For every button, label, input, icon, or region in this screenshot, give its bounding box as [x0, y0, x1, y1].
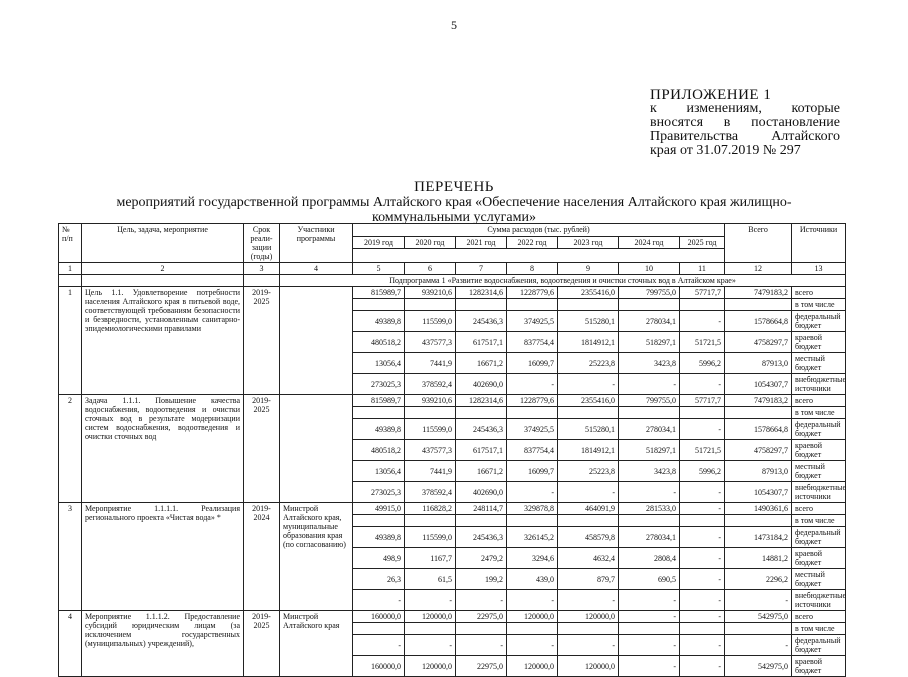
value-cell: -	[507, 635, 558, 656]
value-cell: -	[680, 656, 725, 677]
row-participants	[280, 395, 353, 503]
value-cell: -	[619, 635, 680, 656]
column-number: 4	[280, 263, 353, 275]
row-term: 2019-2024	[244, 503, 280, 611]
value-cell: -	[558, 374, 619, 395]
value-cell: 120000,0	[558, 656, 619, 677]
total-cell: 1490361,6	[725, 503, 792, 515]
value-cell: 116828,2	[405, 503, 456, 515]
row-number: 2	[59, 395, 82, 503]
total-cell: 1473184,2	[725, 527, 792, 548]
value-cell: 437577,3	[405, 440, 456, 461]
source-cell: в том числе	[792, 299, 846, 311]
value-cell: 16671,2	[456, 353, 507, 374]
row-number: 4	[59, 611, 82, 677]
value-cell	[353, 623, 405, 635]
value-cell: 61,5	[405, 569, 456, 590]
value-cell: 115599,0	[405, 527, 456, 548]
column-number: 3	[244, 263, 280, 275]
row-participants: Минстрой Алтайского края, муниципальные образования края (по согласованию)	[280, 503, 353, 611]
value-cell: -	[680, 635, 725, 656]
value-cell: 115599,0	[405, 311, 456, 332]
row-description: Мероприятие 1.1.1.2. Предоставление субсидий юридическим лицам (за исключением государственных (муниципальных) учреждений),	[82, 611, 244, 677]
column-number: 6	[405, 263, 456, 275]
value-cell: -	[680, 590, 725, 611]
value-cell: 498,9	[353, 548, 405, 569]
value-cell: -	[680, 482, 725, 503]
value-cell	[619, 623, 680, 635]
total-cell: 2296,2	[725, 569, 792, 590]
header-goal: Цель, задача, мероприятие	[82, 224, 244, 263]
value-cell	[353, 515, 405, 527]
header-year: 2022 год	[507, 236, 558, 249]
value-cell: 13056,4	[353, 461, 405, 482]
value-cell	[558, 515, 619, 527]
column-number: 8	[507, 263, 558, 275]
source-cell: внебюджетные источники	[792, 374, 846, 395]
value-cell: 515280,1	[558, 419, 619, 440]
source-cell: всего	[792, 395, 846, 407]
value-cell: 120000,0	[405, 611, 456, 623]
value-cell: 799755,0	[619, 287, 680, 299]
column-numbers-row	[59, 263, 846, 275]
total-cell: 1578664,8	[725, 419, 792, 440]
header-total: Всего	[725, 224, 792, 263]
value-cell: -	[619, 374, 680, 395]
value-cell: 120000,0	[405, 656, 456, 677]
value-cell: 273025,3	[353, 374, 405, 395]
value-cell: 480518,2	[353, 332, 405, 353]
value-cell: 374925,5	[507, 311, 558, 332]
value-cell: 437577,3	[405, 332, 456, 353]
table-row	[59, 287, 846, 299]
source-cell: краевой бюджет	[792, 440, 846, 461]
table-header	[59, 224, 846, 275]
annex-line: к изменениям, которые	[650, 101, 840, 116]
subprogram-spacer	[59, 275, 82, 287]
table-body	[59, 275, 846, 677]
value-cell: 16671,2	[456, 461, 507, 482]
value-cell: 245436,3	[456, 311, 507, 332]
value-cell	[405, 407, 456, 419]
value-cell: 281533,0	[619, 503, 680, 515]
header-year: 2024 год	[619, 236, 680, 249]
source-cell: внебюджетные источники	[792, 590, 846, 611]
value-cell: 2355416,0	[558, 287, 619, 299]
total-cell: 4758297,7	[725, 332, 792, 353]
source-cell: внебюджетные источники	[792, 482, 846, 503]
annex-line-last: края от 31.07.2019 № 297	[650, 143, 801, 158]
value-cell	[405, 623, 456, 635]
value-cell: -	[456, 635, 507, 656]
value-cell: 2808,4	[619, 548, 680, 569]
source-cell: местный бюджет	[792, 569, 846, 590]
source-cell: краевой бюджет	[792, 332, 846, 353]
subprogram-title: Подпрограмма 1 «Развитие водоснабжения, водоотведения и очистки сточных вод в Алтайском крае»	[280, 275, 846, 287]
column-number: 11	[680, 263, 725, 275]
value-cell: 617517,1	[456, 440, 507, 461]
value-cell: 374925,5	[507, 419, 558, 440]
value-cell: 120000,0	[558, 611, 619, 623]
value-cell	[456, 623, 507, 635]
value-cell: 402690,0	[456, 482, 507, 503]
value-cell: 1814912,1	[558, 332, 619, 353]
value-cell: -	[619, 482, 680, 503]
value-cell: -	[680, 611, 725, 623]
value-cell: 378592,4	[405, 482, 456, 503]
value-cell: 879,7	[558, 569, 619, 590]
value-cell	[507, 515, 558, 527]
value-cell	[619, 407, 680, 419]
value-cell	[353, 407, 405, 419]
value-cell: 515280,1	[558, 311, 619, 332]
value-cell: 1282314,6	[456, 395, 507, 407]
value-cell: -	[507, 374, 558, 395]
value-cell: 248114,7	[456, 503, 507, 515]
value-cell: 378592,4	[405, 374, 456, 395]
value-cell: -	[558, 482, 619, 503]
value-cell	[558, 623, 619, 635]
value-cell: -	[619, 656, 680, 677]
page-number: 5	[451, 18, 457, 32]
value-cell: 3423,8	[619, 461, 680, 482]
value-cell: 57717,7	[680, 287, 725, 299]
total-cell: 87913,0	[725, 461, 792, 482]
value-cell	[680, 515, 725, 527]
value-cell: -	[680, 311, 725, 332]
column-number: 9	[558, 263, 619, 275]
value-cell: -	[619, 590, 680, 611]
column-number: 10	[619, 263, 680, 275]
total-cell	[725, 515, 792, 527]
value-cell: 278034,1	[619, 311, 680, 332]
value-cell: -	[680, 419, 725, 440]
subprogram-spacer	[82, 275, 244, 287]
source-cell: в том числе	[792, 515, 846, 527]
value-cell: 278034,1	[619, 419, 680, 440]
value-cell: 799755,0	[619, 395, 680, 407]
value-cell: 402690,0	[456, 374, 507, 395]
header-year: 2021 год	[456, 236, 507, 249]
total-cell: 542975,0	[725, 656, 792, 677]
source-cell: местный бюджет	[792, 353, 846, 374]
value-cell: -	[680, 527, 725, 548]
value-cell: 3423,8	[619, 353, 680, 374]
value-cell	[405, 299, 456, 311]
header-year: 2023 год	[558, 236, 619, 249]
value-cell: -	[680, 548, 725, 569]
value-cell: 4632,4	[558, 548, 619, 569]
value-cell: 51721,5	[680, 332, 725, 353]
value-cell: -	[558, 635, 619, 656]
value-cell: 815989,7	[353, 395, 405, 407]
value-cell: 49915,0	[353, 503, 405, 515]
value-cell: -	[353, 635, 405, 656]
value-cell: 13056,4	[353, 353, 405, 374]
source-cell: федеральный бюджет	[792, 419, 846, 440]
value-cell: 329878,8	[507, 503, 558, 515]
value-cell: -	[558, 590, 619, 611]
value-cell: 1228779,6	[507, 287, 558, 299]
total-cell: 1054307,7	[725, 482, 792, 503]
value-cell: 120000,0	[507, 611, 558, 623]
total-cell: 14881,2	[725, 548, 792, 569]
source-cell: всего	[792, 503, 846, 515]
value-cell: -	[619, 611, 680, 623]
title-subtitle: мероприятий государственной программы Алтайского края «Обеспечение населения Алтайского края жилищно-	[116, 195, 792, 210]
value-cell	[456, 407, 507, 419]
annex-line: вносятся в постановление	[650, 115, 840, 130]
value-cell: 2479,2	[456, 548, 507, 569]
value-cell	[353, 299, 405, 311]
row-description: Цель 1.1. Удовлетворение потребности населения Алтайского края в питьевой воде, соответствующей требованиям безопасности и безвредности, установленным санитарно-эпидемиологическими правилами	[82, 287, 244, 395]
value-cell: 1282314,6	[456, 287, 507, 299]
value-cell	[680, 299, 725, 311]
value-cell: 199,2	[456, 569, 507, 590]
header-year: 2019 год	[353, 236, 405, 249]
row-participants	[280, 287, 353, 395]
value-cell	[619, 515, 680, 527]
value-cell	[405, 515, 456, 527]
value-cell: 518297,1	[619, 332, 680, 353]
value-cell: 480518,2	[353, 440, 405, 461]
value-cell: 160000,0	[353, 656, 405, 677]
value-cell: 617517,1	[456, 332, 507, 353]
header-term: Срок реали-зации (годы)	[244, 224, 280, 263]
value-cell: 1228779,6	[507, 395, 558, 407]
value-cell: 439,0	[507, 569, 558, 590]
total-cell: 542975,0	[725, 611, 792, 623]
header-year: 2020 год	[405, 236, 456, 249]
value-cell: 1167,7	[405, 548, 456, 569]
row-participants: Минстрой Алтайского края	[280, 611, 353, 677]
total-cell: 7479183,2	[725, 395, 792, 407]
value-cell: 5996,2	[680, 353, 725, 374]
header-year: 2025 год	[680, 236, 725, 249]
value-cell: 49389,8	[353, 419, 405, 440]
header-num: № п/п	[59, 224, 82, 263]
subprogram-spacer	[244, 275, 280, 287]
total-cell	[725, 299, 792, 311]
source-cell: всего	[792, 287, 846, 299]
total-cell: 87913,0	[725, 353, 792, 374]
annex-heading: ПРИЛОЖЕНИЕ 1	[650, 87, 772, 103]
value-cell: 26,3	[353, 569, 405, 590]
value-cell: 22975,0	[456, 656, 507, 677]
value-cell: 939210,6	[405, 395, 456, 407]
table-row	[59, 611, 846, 623]
row-number: 1	[59, 287, 82, 395]
source-cell: в том числе	[792, 623, 846, 635]
value-cell	[619, 299, 680, 311]
value-cell: -	[405, 590, 456, 611]
total-cell	[725, 623, 792, 635]
value-cell	[558, 407, 619, 419]
value-cell	[507, 407, 558, 419]
total-cell: 4758297,7	[725, 440, 792, 461]
value-cell: 245436,3	[456, 527, 507, 548]
value-cell: 115599,0	[405, 419, 456, 440]
value-cell: 5996,2	[680, 461, 725, 482]
value-cell: -	[353, 590, 405, 611]
value-cell: -	[507, 590, 558, 611]
value-cell: 16099,7	[507, 353, 558, 374]
source-cell: федеральный бюджет	[792, 527, 846, 548]
source-cell: федеральный бюджет	[792, 311, 846, 332]
value-cell: 273025,3	[353, 482, 405, 503]
column-number: 13	[792, 263, 846, 275]
row-number: 3	[59, 503, 82, 611]
value-cell: 278034,1	[619, 527, 680, 548]
column-number: 12	[725, 263, 792, 275]
value-cell: -	[680, 374, 725, 395]
value-cell: 7441,9	[405, 461, 456, 482]
source-cell: федеральный бюджет	[792, 635, 846, 656]
header-row	[59, 224, 846, 237]
measures-table	[58, 223, 846, 677]
value-cell: 518297,1	[619, 440, 680, 461]
value-cell: 25223,8	[558, 353, 619, 374]
source-cell: в том числе	[792, 407, 846, 419]
total-cell	[725, 407, 792, 419]
value-cell: 326145,2	[507, 527, 558, 548]
value-cell: 160000,0	[353, 611, 405, 623]
value-cell: 837754,4	[507, 440, 558, 461]
value-cell: 51721,5	[680, 440, 725, 461]
value-cell: 2355416,0	[558, 395, 619, 407]
source-cell: местный бюджет	[792, 461, 846, 482]
header-sum-title: Сумма расходов (тыс. рублей)	[353, 224, 725, 237]
value-cell: 1814912,1	[558, 440, 619, 461]
subprogram-row	[59, 275, 846, 287]
value-cell	[507, 623, 558, 635]
column-number: 5	[353, 263, 405, 275]
value-cell: 815989,7	[353, 287, 405, 299]
document-title	[0, 180, 908, 225]
value-cell: 3294,6	[507, 548, 558, 569]
row-term: 2019-2025	[244, 611, 280, 677]
value-cell	[680, 407, 725, 419]
value-cell	[680, 623, 725, 635]
value-cell: -	[680, 503, 725, 515]
value-cell: 837754,4	[507, 332, 558, 353]
row-term: 2019-2025	[244, 287, 280, 395]
value-cell	[558, 299, 619, 311]
title-subtitle-cont: коммунальными услугами»	[371, 210, 536, 225]
value-cell: 25223,8	[558, 461, 619, 482]
value-cell: 22975,0	[456, 611, 507, 623]
value-cell: 120000,0	[507, 656, 558, 677]
value-cell: 7441,9	[405, 353, 456, 374]
source-cell: краевой бюджет	[792, 548, 846, 569]
value-cell: 49389,8	[353, 311, 405, 332]
source-cell: всего	[792, 611, 846, 623]
column-number: 1	[59, 263, 82, 275]
value-cell: 939210,6	[405, 287, 456, 299]
value-cell: 16099,7	[507, 461, 558, 482]
total-cell: 1054307,7	[725, 374, 792, 395]
value-cell: 49389,8	[353, 527, 405, 548]
row-description: Мероприятие 1.1.1.1. Реализация регионального проекта «Чистая вода» *	[82, 503, 244, 611]
value-cell	[456, 299, 507, 311]
value-cell: -	[456, 590, 507, 611]
header-participants: Участники программы	[280, 224, 353, 263]
value-cell	[507, 299, 558, 311]
value-cell: -	[680, 569, 725, 590]
value-cell	[456, 515, 507, 527]
source-cell: краевой бюджет	[792, 656, 846, 677]
total-cell: -	[725, 590, 792, 611]
value-cell: -	[507, 482, 558, 503]
row-term: 2019-2025	[244, 395, 280, 503]
total-cell: 7479183,2	[725, 287, 792, 299]
row-description: Задача 1.1.1. Повышение качества водоснабжения, водоотведения и очистки сточных вод в результате модернизации систем водоснабжения, водоотведения и очистки сточных вод	[82, 395, 244, 503]
value-cell: -	[405, 635, 456, 656]
total-cell: -	[725, 635, 792, 656]
column-number: 7	[456, 263, 507, 275]
value-cell: 690,5	[619, 569, 680, 590]
value-cell: 458579,8	[558, 527, 619, 548]
value-cell: 464091,9	[558, 503, 619, 515]
header-sources: Источники	[792, 224, 846, 263]
column-number: 2	[82, 263, 244, 275]
value-cell: 57717,7	[680, 395, 725, 407]
total-cell: 1578664,8	[725, 311, 792, 332]
title-heading: ПЕРЕЧЕНЬ	[414, 179, 494, 195]
annex-block	[650, 88, 840, 158]
annex-line: Правительства Алтайского	[650, 129, 840, 144]
table-row	[59, 503, 846, 515]
value-cell: 245436,3	[456, 419, 507, 440]
table-row	[59, 395, 846, 407]
